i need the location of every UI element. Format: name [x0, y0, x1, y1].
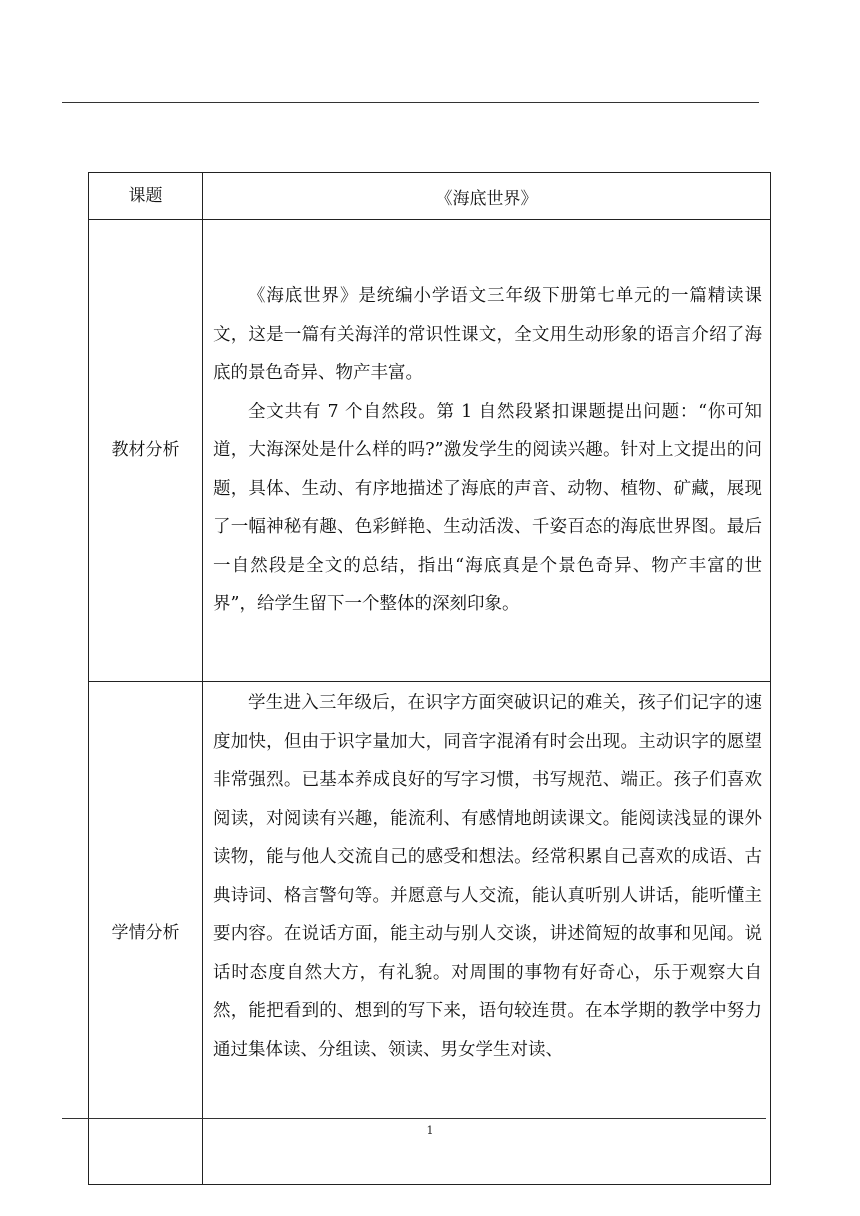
table-row	[89, 682, 771, 1185]
textbook-analysis-content	[203, 220, 771, 682]
paragraph: 《海底世界》是统编小学语文三年级下册第七单元的一篇精读课文，这是一篇有关海洋的常识性课文，全文用生动形象的语言介绍了海底的景色奇异、物产丰富。	[213, 286, 762, 384]
row-label-textbook-analysis: 教材分析	[89, 220, 203, 682]
row-label-student-analysis: 学情分析	[89, 682, 203, 1185]
lesson-plan-table	[88, 172, 771, 1185]
page-number: 1	[426, 1124, 434, 1137]
student-analysis-content	[203, 682, 771, 1185]
table-row	[89, 220, 771, 682]
paragraph: 全文共有 7 个自然段。第 1 自然段紧扣课题提出问题：“你可知道，大海深处是什么样的吗?”激发学生的阅读兴趣。针对上文提出的问题，具体、生动、有序地描述了海底的声音、动物、植物、矿藏，展现了一幅神秘有趣、色彩鲜艳、生动活泼、千姿百态的海底世界图。最后一自然段是全文的总结，指出“海底真是个景色奇异、物产丰富的世界”，给学生留下一个整体的深刻印象。	[213, 401, 762, 615]
footer-rule	[62, 1118, 766, 1119]
row-label-topic: 课题	[89, 173, 203, 220]
lesson-title: 《海底世界》	[203, 173, 771, 220]
header-rule	[62, 102, 759, 103]
table-row	[89, 173, 771, 220]
paragraph: 学生进入三年级后，在识字方面突破识记的难关，孩子们记字的速度加快，但由于识字量加大，同音字混淆有时会出现。主动识字的愿望非常强烈。已基本养成良好的写字习惯，书写规范、端正。孩子们喜欢阅读，对阅读有兴趣，能流利、有感情地朗读课文。能阅读浅显的课外读物，能与他人交流自己的感受和想法。经常积累自己喜欢的成语、古典诗词、格言警句等。并愿意与人交流，能认真听别人讲话，能听懂主要内容。在说话方面，能主动与别人交谈，讲述简短的故事和见闻。说话时态度自然大方，有礼貌。对周围的事物有好奇心，乐于观察大自然，能把看到的、想到的写下来，语句较连贯。在本学期的教学中努力通过集体读、分组读、领读、男女学生对读、	[213, 693, 762, 1060]
